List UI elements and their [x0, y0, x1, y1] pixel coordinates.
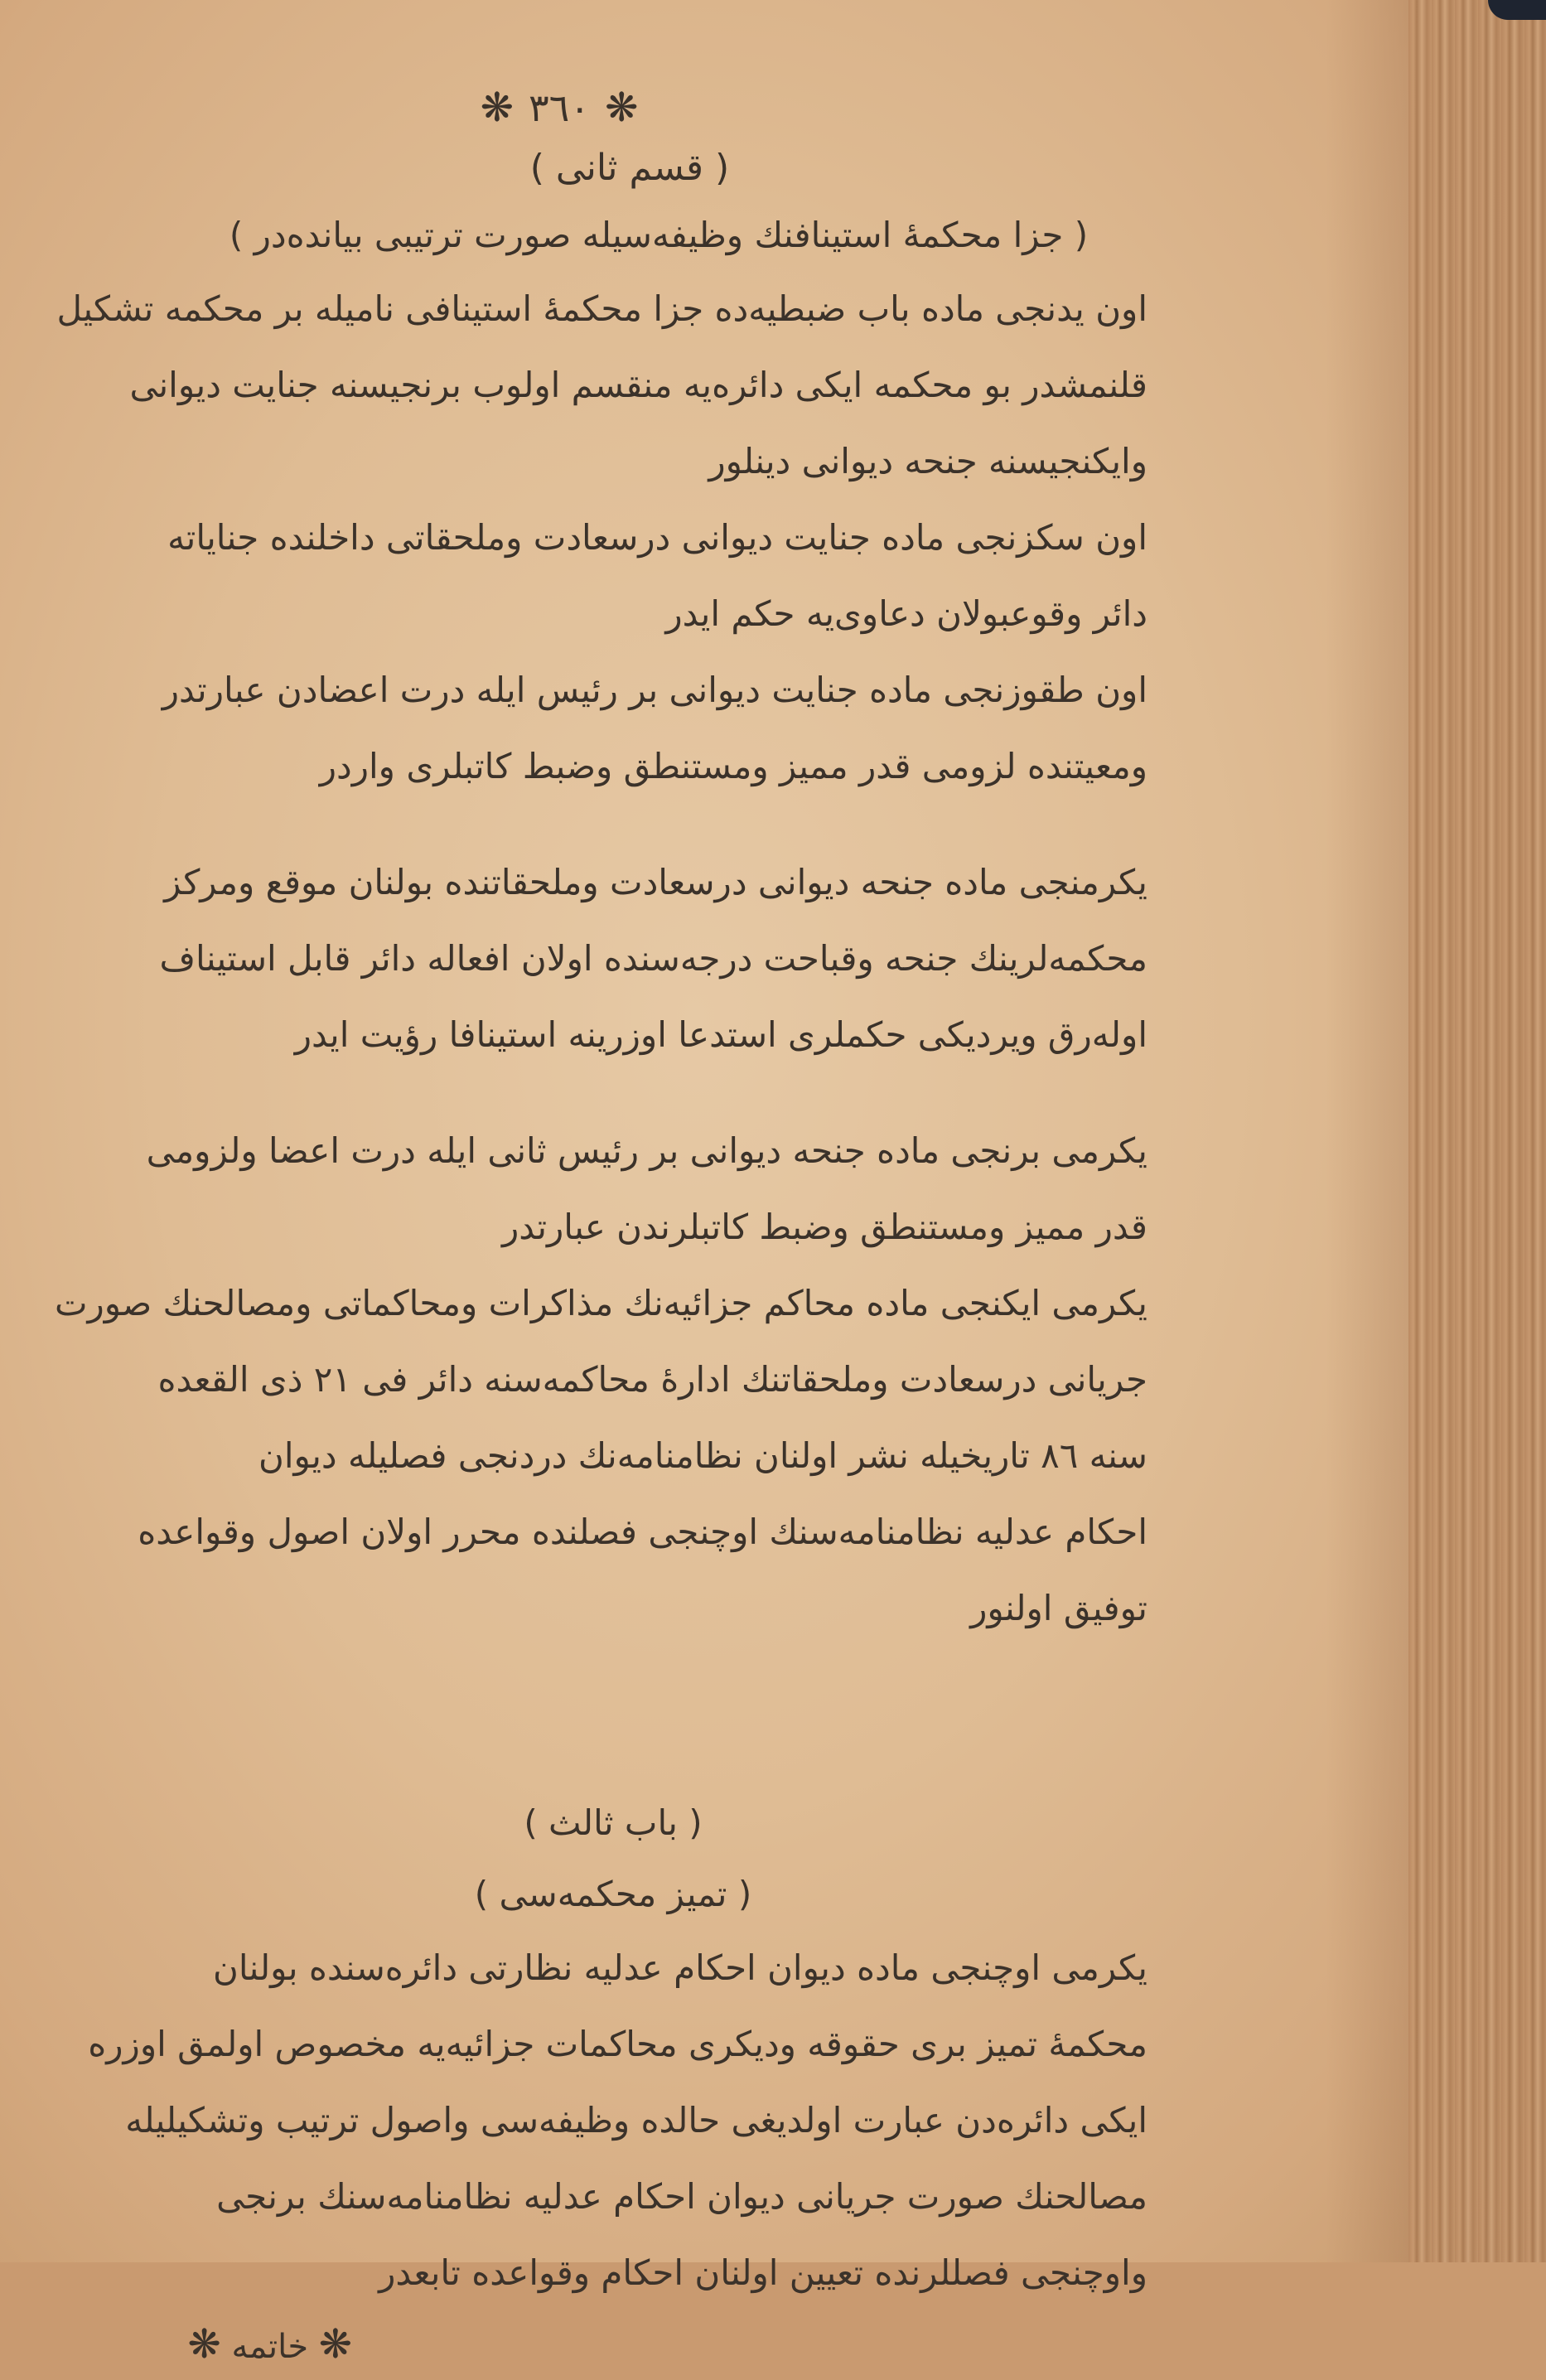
article-17 [56, 271, 1147, 500]
section-title: ( قسم ثانی ) [529, 147, 730, 189]
page-number-header [112, 79, 1007, 137]
article-23 [88, 1930, 1147, 2311]
spacer [112, 805, 1147, 844]
article-line: قدر ممیز ومستنطق وضبط کاتبلرندن عبارتدر [502, 1207, 1147, 1247]
flower-ornament-icon: ❋ [605, 85, 639, 131]
article-21 [112, 1113, 1147, 1265]
article-line: اون سکزنجی ماده جنایت دیوانی درسعادت وملحقاتی داخلنده جنایاته [167, 517, 1147, 558]
spacer [112, 1647, 1147, 1787]
flower-ornament-icon: ❋ [187, 2321, 221, 2368]
article-18 [112, 500, 1147, 652]
book-cover-corner [1488, 0, 1546, 20]
article-line: احکام عدلیه نظامنامه‌سنك اوچنجی فصلنده محرر اولان اصول وقواعده [138, 1512, 1147, 1552]
article-line: سنه ٨٦ تاریخیله نشر اولنان نظامنامه‌نك دردنجی فصلیله دیوان [258, 1435, 1147, 1476]
article-line: محکمه‌لرینك جنحه وقباحت درجه‌سنده اولان افعاله دائر قابل استیناف [159, 938, 1147, 979]
flower-ornament-icon: ❋ [318, 2321, 352, 2368]
article-line: محکمهٔ تمیز بری حقوقه ودیکری محاکمات جزائیه‌یه مخصوص اولمق اوزره [88, 2024, 1147, 2064]
catchword: خاتمه [231, 2328, 309, 2366]
article-line: دائر وقوعبولان دعاوی‌یه حکم ایدر [665, 593, 1147, 634]
flower-ornament-icon: ❋ [480, 85, 514, 131]
article-line: یکرمی اوچنجی ماده دیوان احکام عدلیه نظارتی دائره‌سنده بولنان [213, 1947, 1147, 1988]
page-text-block [54, 79, 1147, 2380]
spacer [112, 1073, 1147, 1113]
article-20 [112, 844, 1147, 1073]
article-line: توفیق اولنور [970, 1588, 1147, 1628]
article-line: ومعیتنده لزومی قدر ممیز ومستنطق وضبط کاتبلری واردر [319, 746, 1147, 786]
article-line: وایکنجیسنه جنحه دیوانی دینلور [708, 441, 1147, 481]
article-line: مصالحنك صورت جریانی دیوان احکام عدلیه نظامنامه‌سنك برنجی [216, 2176, 1147, 2217]
article-line: اون یدنجی ماده باب ضبطیه‌ده جزا محکمهٔ استینافی نامیله بر محکمه تشکیل [56, 288, 1147, 329]
page-edges [1408, 0, 1546, 2262]
article-line: ایکی دائره‌دن عبارت اولدیغی حالده وظیفه‌سی واصول ترتیب وتشکیلیله [125, 2100, 1147, 2141]
chapter-title: ( باب ثالث ) [524, 1802, 703, 1843]
article-line: واوچنجی فصللرنده تعیین اولنان احکام وقواعده تابعدر [379, 2252, 1147, 2293]
page-number: ٣٦٠ [528, 85, 591, 130]
article-line: یکرمی ایکنجی ماده محاکم جزائیه‌نك مذاکرات ومحاکماتی ومصالحنك صورت [54, 1283, 1147, 1323]
article-line: اوله‌رق ویردیکی حکملری استدعا اوزرینه استینافا رؤیت ایدر [294, 1014, 1147, 1055]
article-22 [54, 1265, 1147, 1647]
article-line: قلنمشدر بو محکمه ایکی دائره‌یه منقسم اولوب برنجیسنه جنایت دیوانی [129, 365, 1147, 405]
catchword-footer [112, 2311, 352, 2380]
section-subtitle: ( جزا محکمهٔ استینافنك وظیفه‌سیله صورت ترتیبی بیانده‌در ) [229, 215, 1089, 255]
article-19 [112, 652, 1147, 805]
chapter-subtitle: ( تمیز محکمه‌سی ) [474, 1874, 752, 1914]
article-line: اون طقوزنجی ماده جنایت دیوانی بر رئیس ایله درت اعضادن عبارتدر [162, 670, 1147, 710]
article-line: یکرمنجی ماده جنحه دیوانی درسعادت وملحقاتنده بولنان موقع ومرکز [164, 862, 1147, 902]
article-line: جریانی درسعادت وملحقاتنك ادارهٔ محاکمه‌سنه دائر فی ٢١ ذی القعده [157, 1359, 1147, 1400]
article-line: یکرمی برنجی ماده جنحه دیوانی بر رئیس ثانی ایله درت اعضا ولزومی [146, 1130, 1147, 1171]
